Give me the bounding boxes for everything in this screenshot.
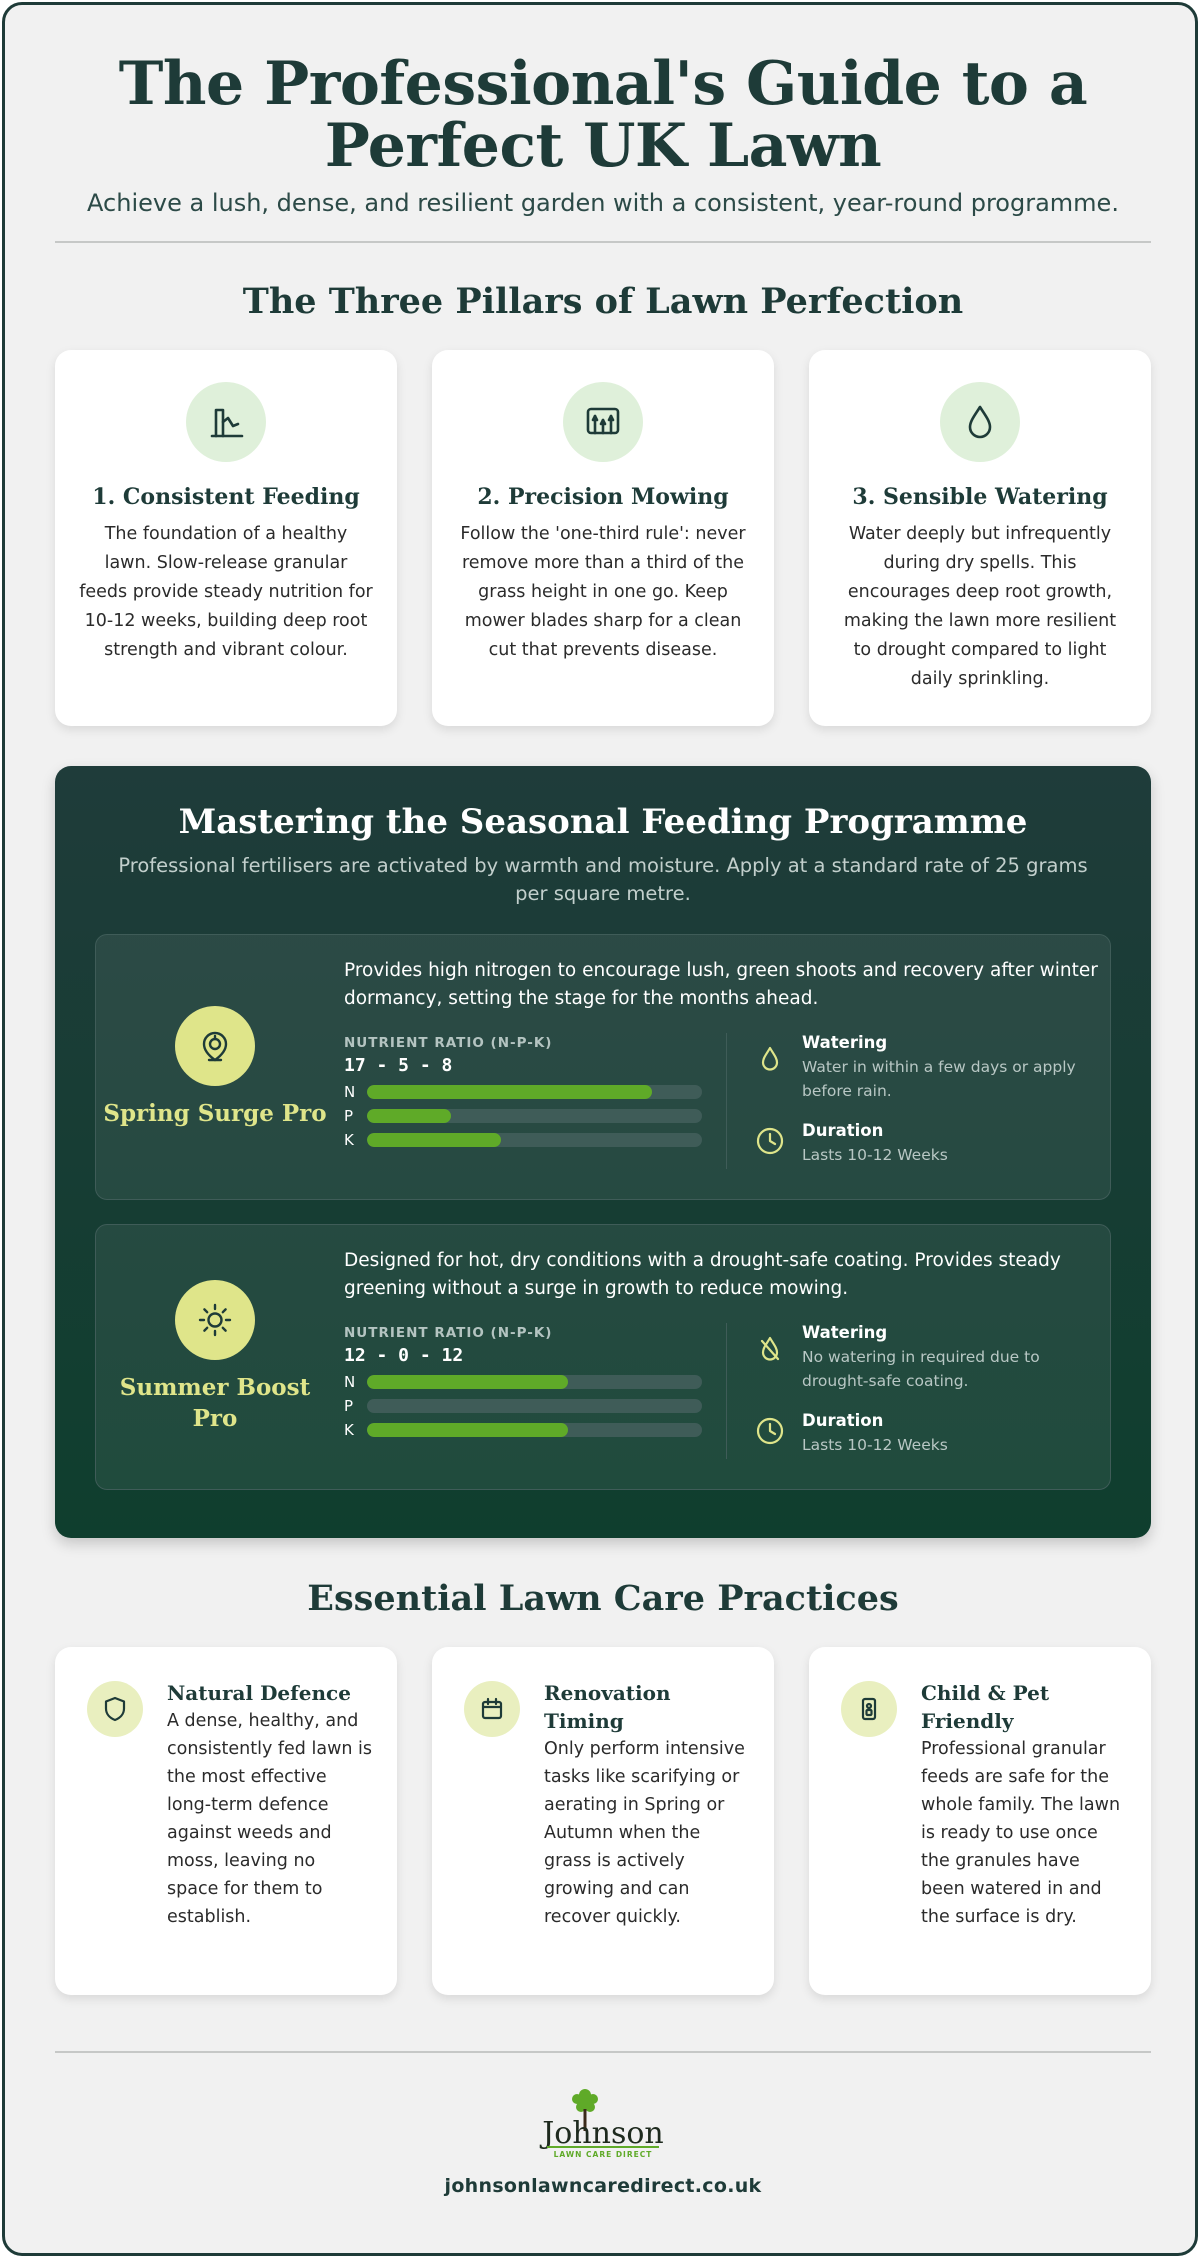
no-water-icon [754, 1333, 786, 1365]
feeding-heading: Mastering the Seasonal Feeding Programme [178, 802, 1028, 842]
page-content [55, 5, 1151, 2197]
practice-text: Professional granular feeds are safe for the whole family. The lawn is ready to use once the granules have been watered in and the surface is dry. [921, 1739, 1121, 1927]
bar-track [367, 1109, 702, 1123]
practice-text: A dense, healthy, and consistently fed lawn is the most effective long-term defence against weeds and moss, leaving no space for them to establish. [167, 1711, 373, 1927]
pillar-card-feeding [55, 350, 397, 726]
ratio-label: NUTRIENT RATIO (N-P-K) [344, 1325, 553, 1341]
page-frame [2, 2, 1198, 2256]
ratio-value: 17 - 5 - 8 [344, 1055, 453, 1076]
pillar-card-mowing [432, 350, 774, 726]
duration-info [754, 1121, 1084, 1167]
watering-label: Watering [802, 1323, 888, 1342]
pet-safe-icon [841, 1681, 897, 1737]
nutrient-letter: K [344, 1131, 354, 1149]
bar-fill [367, 1085, 652, 1099]
watering-info [754, 1323, 1084, 1393]
pillar-title: 2. Precision Mowing [477, 484, 729, 510]
divider [726, 1033, 727, 1169]
product-name: Summer Boost Pro [119, 1374, 311, 1432]
water-drop-icon [754, 1043, 786, 1075]
practice-card-family [809, 1647, 1151, 1995]
feeding-programme-panel [55, 766, 1151, 1538]
practice-title: Child & Pet Friendly [921, 1681, 1050, 1733]
nutrient-letter: N [344, 1083, 356, 1101]
pillar-text: The foundation of a healthy lawn. Slow-release granular feeds provide steady nutrition for 10-12 weeks, building deep root strength and vibrant colour. [79, 524, 373, 660]
website-url[interactable]: johnsonlawncaredirect.co.uk [444, 2175, 762, 2197]
shield-icon [87, 1681, 143, 1737]
duration-label: Duration [802, 1121, 884, 1140]
pillar-title: 3. Sensible Watering [852, 484, 1108, 510]
nutrient-ratio [344, 1325, 702, 1438]
bar-track [367, 1399, 702, 1413]
divider [55, 241, 1151, 243]
practice-title: Renovation Timing [544, 1681, 671, 1733]
watering-text: No watering in required due to drought-safe coating. [802, 1348, 1040, 1390]
divider [55, 2051, 1151, 2053]
nutrient-letter: N [344, 1373, 356, 1391]
product-description: Provides high nitrogen to encourage lush, green shoots and recovery after winter dormancy, setting the stage for the months ahead. [344, 960, 1098, 1009]
sun-icon [175, 1280, 255, 1360]
page-subtitle: Achieve a lush, dense, and resilient garden with a consistent, year-round programme. [87, 189, 1119, 217]
nutrient-bar-p [344, 1108, 702, 1124]
calendar-icon [464, 1681, 520, 1737]
watering-info [754, 1033, 1084, 1103]
watering-text: Water in within a few days or apply before rain. [802, 1058, 1076, 1100]
bar-track [367, 1423, 702, 1437]
water-drop-icon [940, 382, 1020, 462]
product-card-summer [95, 1224, 1111, 1490]
nutrient-letter: K [344, 1421, 354, 1439]
bar-track [367, 1085, 702, 1099]
bar-fill [367, 1375, 568, 1389]
product-badge [96, 1225, 334, 1489]
pillars-row [55, 350, 1151, 726]
nutrient-bar-n [344, 1374, 702, 1390]
clock-icon [754, 1125, 786, 1157]
nutrient-ratio [344, 1035, 702, 1148]
duration-label: Duration [802, 1411, 884, 1430]
pillar-card-watering [809, 350, 1151, 726]
watering-label: Watering [802, 1033, 888, 1052]
ratio-label: NUTRIENT RATIO (N-P-K) [344, 1035, 553, 1051]
practice-card-renovation [432, 1647, 774, 1995]
bar-fill [367, 1109, 451, 1123]
nutrient-letter: P [344, 1397, 354, 1415]
practice-title: Natural Defence [167, 1681, 351, 1705]
feeding-subtitle: Professional fertilisers are activated by warmth and moisture. Apply at a standard rate of 25 grams per square metre. [118, 854, 1088, 905]
duration-text: Lasts 10-12 Weeks [802, 1436, 948, 1454]
page-title: The Professional's Guide to a Perfect UK Lawn [118, 49, 1088, 181]
practice-text: Only perform intensive tasks like scarifying or aerating in Spring or Autumn when the grass is actively growing and can recover quickly. [544, 1739, 745, 1927]
johnson-logo [533, 2087, 673, 2163]
nutrient-bar-k [344, 1132, 702, 1148]
product-badge [96, 935, 334, 1199]
divider [726, 1323, 727, 1459]
nutrient-bar-k [344, 1422, 702, 1438]
nutrient-bar-n [344, 1084, 702, 1100]
bar-track [367, 1133, 702, 1147]
practices-heading: Essential Lawn Care Practices [307, 1578, 899, 1619]
logo-wordmark: Johnson [542, 2116, 664, 2151]
product-name: Spring Surge Pro [103, 1099, 327, 1127]
pillar-title: 1. Consistent Feeding [92, 484, 360, 510]
chart-icon [186, 382, 266, 462]
clock-icon [754, 1415, 786, 1447]
product-card-spring [95, 934, 1111, 1200]
bar-track [367, 1375, 702, 1389]
product-description: Designed for hot, dry conditions with a drought-safe coating. Provides steady greening without a surge in growth to reduce mowing. [344, 1250, 1061, 1299]
sprout-icon [175, 1006, 255, 1086]
pillar-text: Water deeply but infrequently during dry spells. This encourages deep root growth, making the lawn more resilient to drought compared to light daily sprinkling. [843, 524, 1117, 689]
duration-info [754, 1411, 1084, 1457]
ratio-value: 12 - 0 - 12 [344, 1345, 464, 1366]
practice-card-defence [55, 1647, 397, 1995]
practices-row [55, 1647, 1151, 1995]
nutrient-bar-p [344, 1398, 702, 1414]
duration-text: Lasts 10-12 Weeks [802, 1146, 948, 1164]
pillars-heading: The Three Pillars of Lawn Perfection [242, 281, 964, 322]
mower-blades-icon [563, 382, 643, 462]
nutrient-letter: P [344, 1107, 354, 1125]
logo-tagline: LAWN CARE DIRECT [553, 2150, 653, 2159]
bar-fill [367, 1133, 501, 1147]
pillar-text: Follow the 'one-third rule': never remove more than a third of the grass height in one go. Keep mower blades sharp for a clean cut that prevents disease. [460, 524, 746, 660]
bar-fill [367, 1423, 568, 1437]
